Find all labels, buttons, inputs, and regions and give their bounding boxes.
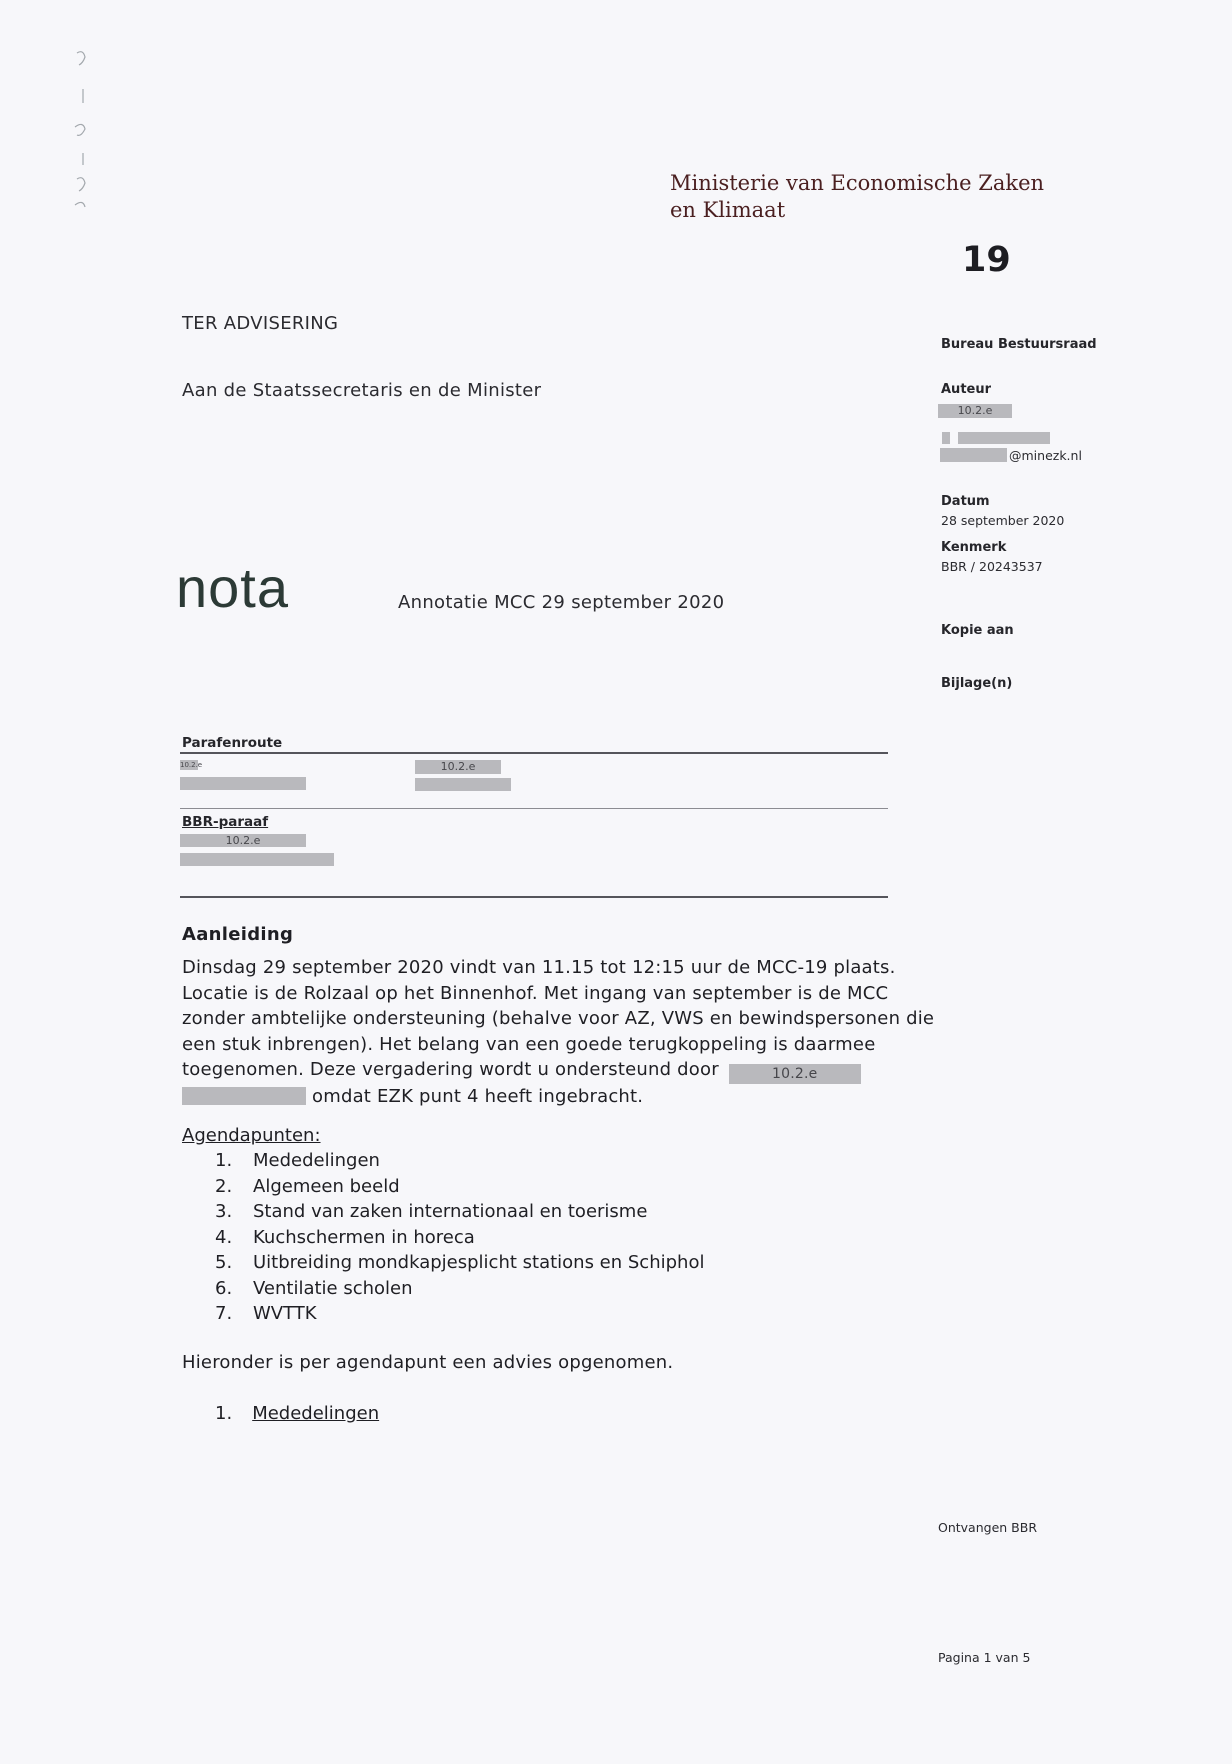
paraaf-redaction-mid: 10.2.e — [415, 760, 501, 774]
redaction-block — [180, 853, 334, 866]
agenda-item — [215, 1276, 704, 1302]
agenda-item — [215, 1199, 704, 1225]
bijlage-label: Bijlage(n) — [941, 676, 1013, 691]
parafenroute-label: Parafenroute — [182, 735, 283, 751]
document-number: 19 — [962, 240, 1011, 280]
redaction-block — [415, 778, 511, 791]
aanleiding-heading: Aanleiding — [182, 924, 294, 945]
document-subject: Annotatie MCC 29 september 2020 — [398, 592, 725, 613]
paraaf-redaction-small: 10.2.e — [180, 761, 203, 769]
agenda-item-label: Uitbreiding mondkapjesplicht stations en Schiphol — [253, 1252, 705, 1273]
email-suffix: @minezk.nl — [1009, 448, 1082, 463]
agenda-item-number: 7. — [215, 1303, 233, 1324]
ministry-line-2: en Klimaat — [670, 198, 786, 222]
bureau-label: Bureau Bestuursraad — [941, 337, 1097, 352]
agenda-item-label: Ventilatie scholen — [253, 1277, 413, 1299]
aanleiding-paragraph — [182, 955, 942, 1110]
agenda-item-label: Mededelingen — [253, 1150, 380, 1171]
auteur-redaction: 10.2.e — [938, 404, 1012, 418]
agenda-item-label: Stand van zaken internationaal en toerisme — [253, 1201, 648, 1222]
kopie-label: Kopie aan — [941, 623, 1014, 638]
redaction-block — [958, 432, 1050, 444]
advies-intro: Hieronder is per agendapunt een advies opgenomen. — [182, 1352, 674, 1373]
advies-first-label: Mededelingen — [252, 1403, 380, 1424]
agenda-item-number: 6. — [215, 1277, 233, 1299]
advies-first-item — [215, 1403, 379, 1424]
agenda-item-number: 5. — [215, 1252, 233, 1273]
inline-redaction: 10.2.e — [729, 1064, 861, 1084]
ministry-name — [670, 170, 1044, 224]
parafenroute-rule — [180, 752, 888, 754]
agenda-title: Agendapunten: — [182, 1125, 321, 1146]
aanleiding-text-part1: Dinsdag 29 september 2020 vindt van 11.15 tot 12:15 uur de MCC-19 plaats. Locatie is de Rolzaal op het Binnenhof. Met ingang van september is de MCC zonder ambtelijke ondersteuning (behalve voor AZ, VWS en bewindspersonen die een stuk inbrengen). Het belang van een goede terugkoppeling is daarmee toegenomen. Deze vergadering wordt u ondersteund door — [182, 957, 935, 1080]
agenda-item-number: 4. — [215, 1226, 233, 1248]
agenda-item — [215, 1174, 704, 1200]
agenda-item-label: Kuchschermen in horeca — [253, 1226, 475, 1248]
redaction-block — [180, 777, 306, 790]
page-number: Pagina 1 van 5 — [938, 1650, 1031, 1665]
kenmerk-value: BBR / 20243537 — [941, 559, 1043, 574]
bbr-paraaf-redaction: 10.2.e — [180, 834, 306, 847]
divider — [180, 896, 888, 898]
margin-scribble — [38, 28, 64, 247]
agenda-item-number: 2. — [215, 1175, 233, 1197]
aanleiding-text-part2: omdat EZK punt 4 heeft ingebracht. — [312, 1086, 644, 1107]
agenda-item — [215, 1148, 704, 1174]
agenda-item-number: 3. — [215, 1201, 233, 1222]
ministry-line-1: Ministerie van Economische Zaken — [670, 171, 1045, 195]
datum-value: 28 september 2020 — [941, 513, 1065, 528]
received-stamp: Ontvangen BBR — [938, 1520, 1037, 1535]
agenda-item — [215, 1301, 704, 1327]
agenda-item-label: Algemeen beeld — [253, 1175, 400, 1197]
agenda-item — [215, 1250, 704, 1276]
divider — [180, 808, 888, 809]
agenda-item-number: 1. — [215, 1150, 233, 1171]
auteur-label: Auteur — [941, 382, 992, 397]
datum-label: Datum — [941, 494, 990, 509]
redaction-block — [182, 1087, 306, 1105]
document-type: nota — [176, 556, 289, 619]
redaction-block — [942, 432, 950, 444]
recipient-line: Aan de Staatssecretaris en de Minister — [182, 380, 542, 401]
email-redaction — [940, 448, 1007, 462]
agenda-item — [215, 1225, 704, 1251]
agenda-item-label: WVTTK — [253, 1303, 317, 1324]
kenmerk-label: Kenmerk — [941, 540, 1007, 555]
agenda-list — [215, 1148, 704, 1327]
advies-first-number: 1. — [215, 1403, 233, 1424]
status-line: TER ADVISERING — [182, 313, 339, 334]
bbr-paraaf-label: BBR-paraaf — [182, 814, 269, 830]
